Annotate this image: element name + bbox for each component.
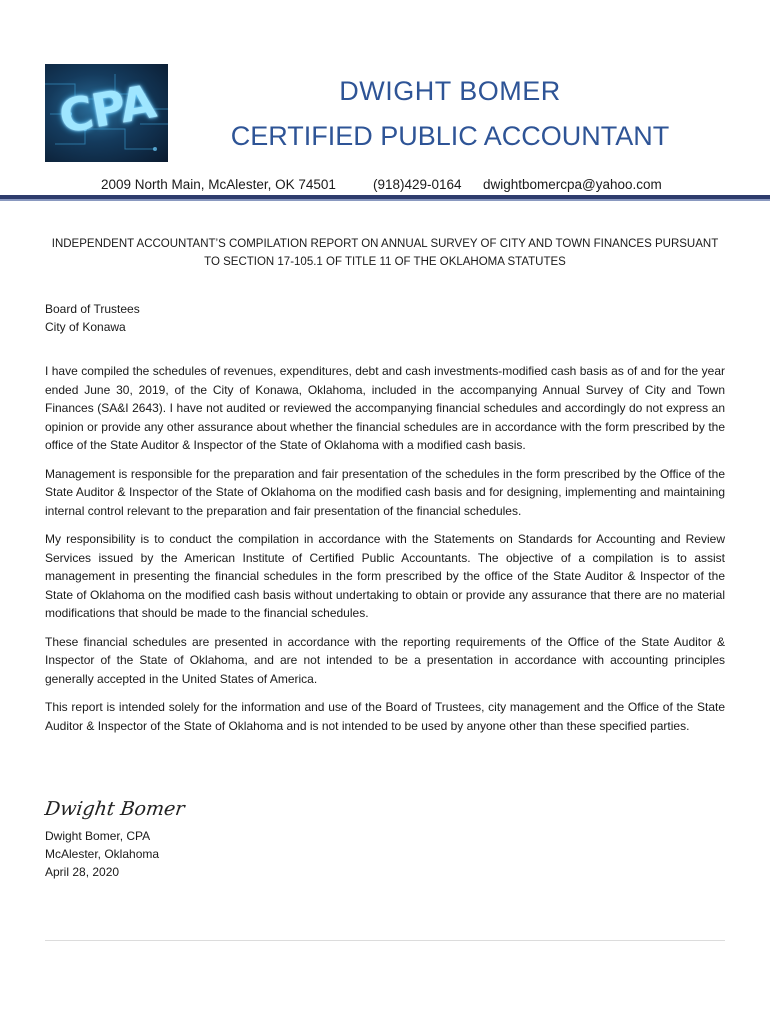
report-date: April 28, 2020 <box>45 865 120 879</box>
paragraph-management: Management is responsible for the preparation and fair presentation of the schedules in the form prescribed by the Office of the State Auditor & Inspector of the State of Oklahoma on the modified cash basis and for designing, implementing and maintaining internal control relevant to the preparation and fair presentation of the financial schedules. <box>45 466 725 518</box>
firm-name: DWIGHT BOMER <box>339 76 561 106</box>
paragraph-responsibility: My responsibility is to conduct the compilation in accordance with the Statements on Standards for Accounting and Review Services issued by the American Institute of Certified Public Accountants. The objective of a compilation is to assist management in presenting the financial schedules in the form prescribed by the office of the State Auditor & Inspector of the State of Oklahoma on the modified cash basis without undertaking to obtain or provide any assurance that there are no material modifications that should be made to the financial schedules. <box>45 532 725 620</box>
paragraph-presentation: These financial schedules are presented in accordance with the reporting requirements of the Office of the State Auditor & Inspector of the State of Oklahoma, and are not intended to be a presentation in accordance with accounting principles generally accepted in the United States of America. <box>45 634 725 686</box>
signature-block <box>45 827 159 881</box>
firm-title: CERTIFIED PUBLIC ACCOUNTANT <box>230 121 670 151</box>
report-title <box>45 235 725 271</box>
handwritten-signature: Dwight Bomer <box>43 798 186 820</box>
signer-city: McAlester, Oklahoma <box>45 847 160 861</box>
report-body <box>45 362 725 745</box>
report-title-line-1: INDEPENDENT ACCOUNTANT’S COMPILATION REPORT ON ANNUAL SURVEY OF CITY AND TOWN FINANCES PURSUANT <box>51 238 719 250</box>
addressee-line-1: Board of Trustees <box>45 302 140 316</box>
firm-email: dwightbomercpa@yahoo.com <box>483 177 662 192</box>
firm-phone: (918)429-0164 <box>373 177 462 192</box>
logo-text: CPA <box>55 74 159 144</box>
header-divider <box>0 195 770 201</box>
firm-address: 2009 North Main, McAlester, OK 74501 <box>101 177 336 192</box>
addressee <box>45 300 140 336</box>
addressee-line-2: City of Konawa <box>45 320 126 334</box>
cpa-logo <box>45 64 168 162</box>
paragraph-intended-use: This report is intended solely for the information and use of the Board of Trustees, city management and the Office of the State Auditor & Inspector of the State of Oklahoma and is not intended to be used by anyone other than these specified parties. <box>45 700 725 733</box>
footer-divider <box>45 940 725 941</box>
paragraph-compilation: I have compiled the schedules of revenues, expenditures, debt and cash investments-modified cash basis as of and for the year ended June 30, 2019, of the City of Konawa, Oklahoma, included in the accompanying Annual Survey of City and Town Finances (SA&I 2643). I have not audited or reviewed the accompanying financial schedules and accordingly do not express an opinion or provide any other assurance about whether the financial schedules are in accordance with the form prescribed by the office of the State Auditor & Inspector of the State of Oklahoma with a modified cash basis. <box>45 364 725 452</box>
report-title-line-2: TO SECTION 17-105.1 OF TITLE 11 OF THE OKLAHOMA STATUTES <box>204 256 566 268</box>
signer-name: Dwight Bomer, CPA <box>45 829 151 843</box>
